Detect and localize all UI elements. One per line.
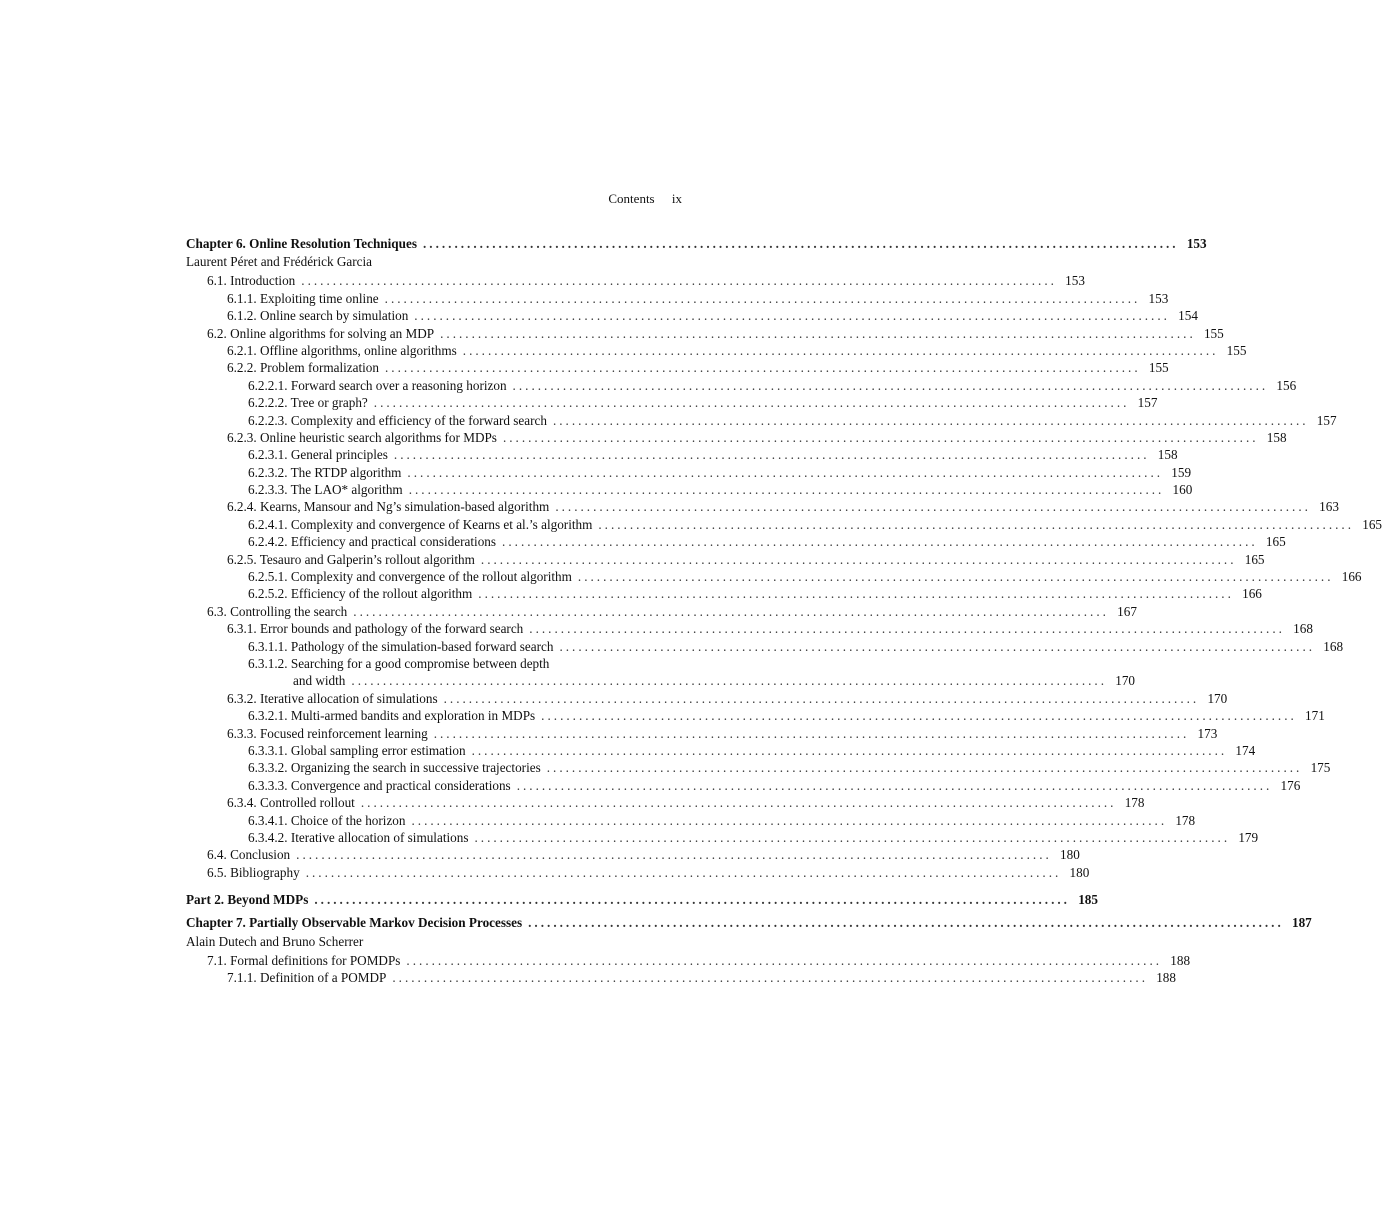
toc-entry-level-3[interactable]: [186, 481, 1193, 498]
dot-leader: ........................................................................................................................: [552, 412, 1309, 428]
dot-leader: ........................................................................................................................: [480, 551, 1237, 567]
toc-entry-page: 176: [1280, 777, 1301, 793]
toc-entry-level-2[interactable]: [186, 290, 1169, 307]
toc-entry-page: 168: [1293, 621, 1313, 637]
toc-entry-title: 6.3.1. Error bounds and pathology of the forward search: [227, 621, 524, 637]
toc-entry-level-1[interactable]: [186, 864, 1090, 881]
dot-leader: ........................................................................................................................: [462, 342, 1219, 358]
toc-entry-level-1[interactable]: [186, 846, 1080, 863]
toc-entry-page: 153: [1186, 236, 1207, 251]
toc-entry-page: 175: [1310, 760, 1331, 776]
dot-leader: ........................................................................................................................: [385, 360, 1141, 376]
toc-entry-title: 6.3.3. Focused reinforcement learning: [227, 725, 428, 741]
toc-entry-level-2[interactable]: [186, 794, 1145, 811]
toc-entry-title: 6.2.1. Offline algorithms, online algorithms: [227, 342, 457, 358]
toc-entry-level-2[interactable]: [186, 690, 1228, 707]
toc-entry-title: 6.1.1. Exploiting time online: [227, 290, 379, 306]
toc-entry-page: 155: [1148, 360, 1169, 376]
dot-leader: ........................................................................................................................: [546, 760, 1303, 776]
toc-entry-page: 158: [1157, 447, 1178, 463]
toc-entry-page: 155: [1226, 342, 1247, 358]
dot-leader: ........................................................................................................................: [516, 777, 1273, 793]
dot-leader: ........................................................................................................................: [351, 673, 1108, 689]
toc-entry-page: 171: [1305, 708, 1325, 724]
toc-entry-title: 6.3. Controlling the search: [207, 603, 348, 619]
toc-entry-page: 153: [1148, 290, 1169, 306]
toc-entry-level-3[interactable]: [186, 412, 1337, 429]
toc-entry-page: 165: [1244, 551, 1265, 567]
toc-entry-level-3[interactable]: [186, 638, 1344, 655]
toc-entry-title: Part 2. Beyond MDPs: [186, 892, 309, 908]
toc-entry-level-1[interactable]: [186, 952, 1191, 969]
toc-entry-page: 165: [1265, 534, 1286, 550]
toc-entry-level-2[interactable]: [186, 620, 1313, 637]
toc-entry-title: 6.4. Conclusion: [207, 847, 291, 863]
toc-entry-title: 6.2.5.2. Efficiency of the rollout algorithm: [248, 586, 473, 602]
toc-entry-level-3[interactable]: [186, 812, 1196, 829]
dot-leader: ........................................................................................................................: [305, 864, 1062, 880]
toc-entry-page: 188: [1170, 952, 1191, 968]
toc-entry-level-1[interactable]: [186, 272, 1085, 289]
toc-entry-title: 6.3.1.1. Pathology of the simulation-based forward search: [248, 638, 554, 654]
dot-leader: ........................................................................................................................: [384, 290, 1141, 306]
toc-entry-title: 6.3.1.2. Searching for a good compromise between depth: [248, 655, 550, 671]
toc-entry-title: 6.2.4. Kearns, Mansour and Ng’s simulation-based algorithm: [227, 499, 550, 515]
toc-entry-level-1[interactable]: [186, 603, 1137, 620]
dot-leader: ........................................................................................................................: [353, 603, 1109, 619]
toc-entry-level-2[interactable]: [186, 342, 1247, 359]
toc-entry-title: 6.2.2.2. Tree or graph?: [248, 395, 368, 411]
dot-leader: ........................................................................................................................: [529, 621, 1285, 637]
toc-entry-page: 155: [1203, 325, 1224, 341]
toc-entry-page: 157: [1316, 412, 1337, 428]
toc-entry-level-3[interactable]: [186, 533, 1286, 550]
toc-entry-title: 6.2.5.1. Complexity and convergence of the rollout algorithm: [248, 569, 572, 585]
dot-leader: ........................................................................................................................: [471, 742, 1228, 758]
table-of-contents: [186, 235, 1382, 987]
toc-entry-title: 6.2.3.1. General principles: [248, 447, 388, 463]
toc-entry-title: 6.3.4.2. Iterative allocation of simulations: [248, 829, 469, 845]
dot-leader: ........................................................................................................................: [422, 236, 1179, 251]
toc-entry-page: 170: [1115, 673, 1136, 689]
dot-leader: ........................................................................................................................: [373, 395, 1130, 411]
dot-leader: ........................................................................................................................: [502, 534, 1258, 550]
toc-part-entry[interactable]: [186, 891, 1098, 908]
toc-entry-level-3[interactable]: [186, 446, 1178, 463]
toc-entry-page: 160: [1172, 482, 1193, 498]
dot-leader: ........................................................................................................................: [474, 829, 1231, 845]
toc-entry-page: 166: [1341, 569, 1362, 585]
toc-entry-title: 6.3.3.2. Organizing the search in successive trajectories: [248, 760, 541, 776]
toc-entry-level-3[interactable]: [186, 464, 1192, 481]
toc-entry-level-2[interactable]: [186, 551, 1265, 568]
toc-entry-level-2[interactable]: [186, 429, 1287, 446]
toc-entry-page: 167: [1117, 603, 1137, 619]
toc-entry-title: 7.1. Formal definitions for POMDPs: [207, 952, 401, 968]
toc-entry-page: 180: [1060, 847, 1080, 863]
dot-leader: ........................................................................................................................: [392, 970, 1148, 986]
toc-entry-page: 179: [1238, 829, 1259, 845]
toc-entry-level-3[interactable]: [186, 585, 1262, 602]
toc-entry-level-3[interactable]: [186, 394, 1158, 411]
running-header: [186, 191, 682, 209]
toc-entry-level-3[interactable]: [186, 568, 1362, 585]
dot-leader: ........................................................................................................................: [406, 952, 1163, 968]
toc-entry-page: 157: [1137, 395, 1158, 411]
toc-entry-title: 6.3.2. Iterative allocation of simulations: [227, 690, 438, 706]
toc-entry-page: 154: [1178, 308, 1198, 324]
dot-leader: ........................................................................................................................: [414, 308, 1170, 324]
toc-entry-page: 187: [1291, 915, 1312, 931]
toc-entry-level-2[interactable]: [186, 725, 1218, 742]
dot-leader: ........................................................................................................................: [314, 892, 1070, 908]
toc-entry-title: 6.2.3. Online heuristic search algorithms for MDPs: [227, 429, 497, 445]
toc-entry-page: 178: [1124, 795, 1145, 811]
toc-entry-title: 6.2.2. Problem formalization: [227, 360, 379, 376]
toc-entry-title: 6.1.2. Online search by simulation: [227, 308, 409, 324]
dot-leader: ........................................................................................................................: [598, 516, 1354, 532]
toc-entry-title: 6.5. Bibliography: [207, 864, 300, 880]
toc-entry-title: 6.2.3.3. The LAO* algorithm: [248, 482, 403, 498]
toc-entry-title: 6.3.3.1. Global sampling error estimation: [248, 742, 466, 758]
toc-entry-level-2[interactable]: [186, 307, 1198, 324]
toc-entry-title: Chapter 7. Partially Observable Markov Decision Processes: [186, 915, 523, 931]
dot-leader: ........................................................................................................................: [411, 812, 1168, 828]
toc-entry-page: 166: [1242, 586, 1262, 602]
toc-entry-title: and width: [293, 673, 346, 689]
toc-entry-page: 153: [1065, 273, 1085, 289]
toc-entry-title: 6.3.4. Controlled rollout: [227, 795, 355, 811]
toc-entry-title: Chapter 6. Online Resolution Techniques: [186, 236, 417, 251]
toc-entry-title: 6.2.5. Tesauro and Galperin’s rollout algorithm: [227, 551, 475, 567]
toc-entry-title: 7.1.1. Definition of a POMDP: [227, 970, 387, 986]
dot-leader: ........................................................................................................................: [559, 638, 1316, 654]
dot-leader: ........................................................................................................................: [296, 847, 1052, 863]
dot-leader: ........................................................................................................................: [393, 447, 1150, 463]
dot-leader: ........................................................................................................................: [408, 482, 1165, 498]
toc-chapter-entry[interactable]: [186, 914, 1312, 931]
toc-entry-title: 6.3.2.1. Multi-armed bandits and exploration in MDPs: [248, 708, 536, 724]
toc-entry-level-3[interactable]: [186, 516, 1382, 533]
toc-entry-title: 6.1. Introduction: [207, 273, 296, 289]
toc-chapter-entry[interactable]: [186, 235, 1207, 252]
dot-leader: ........................................................................................................................: [301, 273, 1057, 289]
toc-entry-title: 6.2.2.3. Complexity and efficiency of the forward search: [248, 412, 547, 428]
toc-entry-level-3[interactable]: [186, 655, 682, 672]
dot-leader: ........................................................................................................................: [478, 586, 1234, 602]
toc-entry-level-3[interactable]: [186, 759, 1331, 776]
dot-leader: ........................................................................................................................: [502, 429, 1259, 445]
chapter-author: Alain Dutech and Bruno Scherrer: [186, 933, 364, 949]
toc-entry-page: 173: [1197, 725, 1218, 741]
toc-entry-level-3[interactable]: [186, 829, 1259, 846]
toc-entry-page: 165: [1362, 516, 1382, 532]
toc-entry-title: 6.2. Online algorithms for solving an MDP: [207, 325, 435, 341]
toc-entry-page: 158: [1266, 429, 1287, 445]
toc-entry-page: 188: [1156, 970, 1176, 986]
dot-leader: ........................................................................................................................: [577, 569, 1334, 585]
toc-entry-page: 180: [1069, 864, 1090, 880]
dot-leader: ........................................................................................................................: [528, 915, 1284, 931]
dot-leader: ........................................................................................................................: [407, 464, 1164, 480]
toc-entry-page: 174: [1235, 742, 1256, 758]
toc-entry-level-3[interactable]: [186, 707, 1325, 724]
toc-entry-title: 6.2.4.1. Complexity and convergence of Kearns et al.’s algorithm: [248, 516, 593, 532]
dot-leader: ........................................................................................................................: [433, 725, 1190, 741]
toc-entry-level-3[interactable]: [186, 377, 1297, 394]
toc-entry-level-4[interactable]: [186, 672, 1136, 689]
toc-entry-level-3[interactable]: [186, 742, 1256, 759]
toc-entry-page: 156: [1276, 377, 1297, 393]
dot-leader: ........................................................................................................................: [555, 499, 1311, 515]
toc-entry-level-2[interactable]: [186, 498, 1339, 515]
dot-leader: ........................................................................................................................: [512, 377, 1269, 393]
dot-leader: ........................................................................................................................: [360, 795, 1117, 811]
toc-entry-level-1[interactable]: [186, 325, 1224, 342]
toc-entry-title: 6.2.3.2. The RTDP algorithm: [248, 464, 402, 480]
toc-entry-title: 6.2.2.1. Forward search over a reasoning horizon: [248, 377, 507, 393]
dot-leader: ........................................................................................................................: [440, 325, 1196, 341]
dot-leader: ........................................................................................................................: [541, 708, 1297, 724]
toc-entry-level-2[interactable]: [186, 359, 1169, 376]
dot-leader: ........................................................................................................................: [443, 690, 1200, 706]
chapter-author: Laurent Péret and Frédérick Garcia: [186, 254, 372, 270]
toc-entry-level-2[interactable]: [186, 969, 1176, 986]
toc-entry-level-3[interactable]: [186, 777, 1301, 794]
toc-entry-title: 6.2.4.2. Efficiency and practical considerations: [248, 534, 497, 550]
toc-entry-page: 178: [1175, 812, 1196, 828]
toc-entry-page: 168: [1323, 638, 1344, 654]
toc-entry-page: 159: [1171, 464, 1192, 480]
toc-entry-page: 185: [1078, 892, 1098, 908]
header-page-number: ix: [671, 191, 682, 206]
toc-entry-title: 6.3.4.1. Choice of the horizon: [248, 812, 406, 828]
toc-entry-page: 163: [1319, 499, 1339, 515]
toc-entry-page: 170: [1207, 690, 1228, 706]
toc-entry-title: 6.3.3.3. Convergence and practical considerations: [248, 777, 511, 793]
header-label: Contents: [608, 191, 655, 206]
